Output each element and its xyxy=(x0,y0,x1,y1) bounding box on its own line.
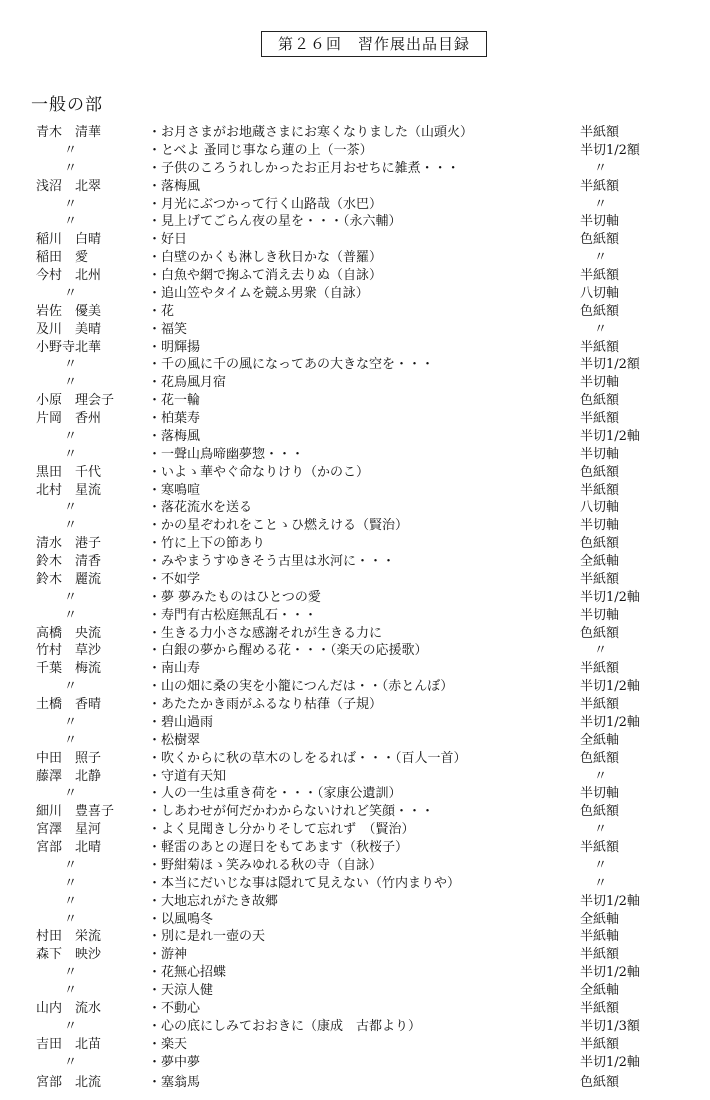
entry-work: ・福笑 xyxy=(148,321,188,337)
entry-row xyxy=(0,374,710,392)
entry-format: 半切1/2軸 xyxy=(580,893,640,909)
entry-author: 宮澤 星河 xyxy=(36,822,102,838)
entry-format: 半切1/2軸 xyxy=(580,679,640,695)
entry-work: ・本当にだいじな事は隠れて見えない（竹内まりや） xyxy=(148,875,461,891)
entry-work: ・花無心招蝶 xyxy=(148,965,227,981)
entry-work: ・いよゝ華やぐ命なりけり（かのこ） xyxy=(148,464,370,480)
entry-format: 半切1/2軸 xyxy=(580,589,640,605)
entry-author: 小野寺北華 xyxy=(36,339,102,355)
entry-format: 半切1/2額 xyxy=(580,142,640,158)
entry-work: ・白壁のかくも淋しき秋日かな（普羅） xyxy=(148,250,383,266)
entry-author: 鈴木 清香 xyxy=(36,554,102,569)
entry-work: ・落梅風 xyxy=(148,178,201,194)
entry-format: 半切1/2軸 xyxy=(580,714,640,730)
entry-format: 〃 xyxy=(594,768,608,784)
entry-row xyxy=(0,410,710,428)
entry-author: 宮部 北流 xyxy=(36,1075,102,1091)
entry-work: ・花 xyxy=(148,303,175,319)
entry-row xyxy=(0,249,710,267)
entry-row xyxy=(0,571,710,589)
entry-row xyxy=(0,160,710,178)
entry-row xyxy=(0,607,710,625)
entry-work: ・好日 xyxy=(148,232,188,248)
entry-format: 半切軸 xyxy=(580,607,620,623)
entry-format: 色紙額 xyxy=(580,804,620,820)
entry-author: 〃 xyxy=(64,786,78,802)
entry-work: ・子供のころうれしかったお正月おせちに雑煮・・・ xyxy=(148,160,460,176)
entry-format: 色紙額 xyxy=(580,536,620,552)
entry-format: 半紙額 xyxy=(580,411,620,426)
entry-format: 半切1/3額 xyxy=(580,1018,640,1034)
entry-work: ・大地忘れがたき故郷 xyxy=(148,893,279,909)
entry-format: 全紙軸 xyxy=(580,732,620,748)
entry-row xyxy=(0,213,710,231)
entry-author: 稲田 愛 xyxy=(36,250,89,266)
entry-format: 半紙額 xyxy=(580,697,620,712)
entry-work: ・山の畑に桑の実を小籠につんだは・・（赤とんぼ） xyxy=(148,679,454,695)
entry-work: ・夢 夢みたものはひとつの愛 xyxy=(148,589,321,605)
entry-row xyxy=(0,625,710,643)
entry-author: 〃 xyxy=(64,607,78,623)
entry-author: 高橋 央流 xyxy=(36,625,102,641)
entry-row xyxy=(0,321,710,339)
entry-author: 鈴木 麗流 xyxy=(36,571,102,587)
entry-author: 細川 豊喜子 xyxy=(36,804,115,820)
entry-work: ・お月さまがお地蔵さまにお寒くなりました（山頭火） xyxy=(148,125,474,140)
entry-row xyxy=(0,178,710,196)
entry-row xyxy=(0,821,710,839)
entry-format: 半紙額 xyxy=(580,268,620,283)
entry-format: 半切軸 xyxy=(580,214,620,230)
entry-work: ・生きる力小さな感謝それが生きる力に xyxy=(148,625,383,641)
entry-format: 色紙額 xyxy=(580,625,620,641)
entry-row xyxy=(0,535,710,553)
entry-row xyxy=(0,964,710,982)
entry-format: 半紙額 xyxy=(580,339,620,355)
entry-author: 吉田 北苗 xyxy=(36,1036,102,1052)
entry-row xyxy=(0,589,710,607)
entry-row xyxy=(0,750,710,768)
entry-format: 半紙額 xyxy=(580,947,620,963)
entry-format: 半紙額 xyxy=(580,482,620,498)
entry-row xyxy=(0,446,710,464)
entry-author: 〃 xyxy=(64,142,78,158)
entry-author: 〃 xyxy=(64,679,78,695)
entry-row xyxy=(0,285,710,303)
entry-author: 〃 xyxy=(64,1018,78,1034)
entry-row xyxy=(0,839,710,857)
entry-row xyxy=(0,428,710,446)
entry-author: 〃 xyxy=(64,1054,78,1070)
entry-row xyxy=(0,1054,710,1072)
entry-row xyxy=(0,464,710,482)
entry-format: 半紙額 xyxy=(580,125,620,140)
entry-format: 半紙軸 xyxy=(580,929,620,945)
entry-format: 〃 xyxy=(594,160,608,176)
entry-work: ・しあわせが何だかわからないけれど笑顔・・・ xyxy=(148,804,435,820)
entry-format: 〃 xyxy=(594,822,608,838)
entry-work: ・一聲山鳥啼幽夢惣・・・ xyxy=(148,446,305,462)
entry-author: 青木 清華 xyxy=(36,125,102,140)
entry-format: 半切軸 xyxy=(580,786,620,802)
entry-work: ・寿門有古松庭無乱石・・・ xyxy=(148,607,318,623)
entry-work: ・夢中夢 xyxy=(148,1054,201,1070)
entry-author: 〃 xyxy=(64,196,78,212)
entry-author: 〃 xyxy=(64,375,78,391)
entry-row xyxy=(0,1018,710,1036)
entry-work: ・軽雷のあとの遅日をもてあます（秋桜子） xyxy=(148,840,409,855)
entry-format: 半切1/2軸 xyxy=(580,1054,640,1070)
entry-work: ・守道有天知 xyxy=(148,768,227,784)
entry-work: ・落花流水を送る xyxy=(148,500,253,516)
entry-author: 土橋 香晴 xyxy=(36,697,102,712)
entry-format: 半切1/2軸 xyxy=(580,965,640,981)
entry-author: 小原 理会子 xyxy=(36,393,115,409)
entry-work: ・見上げてごらん夜の星を・・・（永六輔） xyxy=(148,214,402,230)
entry-format: 色紙額 xyxy=(580,750,620,766)
entry-author: 今村 北州 xyxy=(36,268,102,283)
entry-format: 色紙額 xyxy=(580,303,620,319)
entry-author: 片岡 香州 xyxy=(36,411,102,426)
entry-work: ・天涼人健 xyxy=(148,983,214,998)
entry-author: 北村 星流 xyxy=(36,482,102,498)
entry-row xyxy=(0,142,710,160)
entry-author: 〃 xyxy=(64,518,78,534)
entry-row xyxy=(0,732,710,750)
entry-author: 藤澤 北静 xyxy=(36,768,102,784)
entry-row xyxy=(0,696,710,714)
entry-work: ・以風鳴冬 xyxy=(148,911,214,927)
entry-format: 半紙額 xyxy=(580,571,620,587)
entry-work: ・吹くからに秋の草木のしをるれば・・・（百人一首） xyxy=(148,750,467,766)
entry-format: 半切1/2額 xyxy=(580,357,640,373)
entry-work: ・竹に上下の節あり xyxy=(148,536,266,552)
entry-row xyxy=(0,660,710,678)
entry-format: 半紙額 xyxy=(580,1000,620,1016)
entry-format: 半切軸 xyxy=(580,518,620,534)
entry-row xyxy=(0,1000,710,1018)
entry-row xyxy=(0,499,710,517)
entry-work: ・塞翁馬 xyxy=(148,1075,201,1091)
entry-row xyxy=(0,803,710,821)
entry-format: 半紙額 xyxy=(580,178,620,194)
entry-row xyxy=(0,196,710,214)
entry-row xyxy=(0,517,710,535)
entry-row xyxy=(0,893,710,911)
entry-work: ・花一輪 xyxy=(148,393,201,409)
entry-work: ・明輝揚 xyxy=(148,339,201,355)
entry-row xyxy=(0,339,710,357)
entry-work: ・野紺菊ほゝ笑みゆれる秋の寺（自詠） xyxy=(148,857,383,873)
entry-row xyxy=(0,303,710,321)
entry-author: 〃 xyxy=(64,428,78,444)
entry-format: 半紙額 xyxy=(580,840,620,855)
entry-author: 宮部 北晴 xyxy=(36,840,102,855)
entry-row xyxy=(0,857,710,875)
entry-format: 全紙軸 xyxy=(580,911,620,927)
entry-format: 半紙額 xyxy=(580,661,620,677)
entry-work: ・追山笠やタイムを競ふ男衆（自詠） xyxy=(148,285,369,301)
entry-author: 〃 xyxy=(64,160,78,176)
entry-author: 〃 xyxy=(64,714,78,730)
entry-work: ・みやまうすゆきそう古里は氷河に・・・ xyxy=(148,554,396,569)
entry-row xyxy=(0,1036,710,1054)
entry-row xyxy=(0,1074,710,1092)
entry-author: 及川 美晴 xyxy=(36,321,102,337)
entry-work: ・落梅風 xyxy=(148,428,201,444)
entry-row xyxy=(0,946,710,964)
entry-format: 〃 xyxy=(594,196,608,212)
entry-author: 竹村 草沙 xyxy=(36,643,102,659)
entry-work: ・よく見聞きし分かりそして忘れず （賢治） xyxy=(148,822,415,838)
entry-work: ・白魚や網で掬ふて消え去りぬ（自詠） xyxy=(148,268,383,283)
entry-work: ・花鳥風月宿 xyxy=(148,375,227,391)
entry-row xyxy=(0,553,710,571)
entry-row xyxy=(0,785,710,803)
entry-row xyxy=(0,356,710,374)
entry-author: 〃 xyxy=(64,875,78,891)
entry-work: ・人の一生は重き荷を・・・（家康公遺訓） xyxy=(148,786,402,802)
entry-author: 岩佐 優美 xyxy=(36,303,102,319)
entry-work: ・かの星ぞわれをことゝひ燃えける（賢治） xyxy=(148,518,409,534)
entry-author: 森下 映沙 xyxy=(36,947,102,963)
entry-format: 半紙額 xyxy=(580,1036,620,1052)
entry-work: ・寒鳴喧 xyxy=(148,482,201,498)
entry-format: 色紙額 xyxy=(580,393,620,409)
entry-work: ・千の風に千の風になってあの大きな空を・・・ xyxy=(148,357,435,373)
entry-work: ・別に是れ一壺の天 xyxy=(148,929,266,945)
entry-row xyxy=(0,768,710,786)
entry-format: 色紙額 xyxy=(580,1075,620,1091)
entry-format: 全紙軸 xyxy=(580,554,620,569)
entry-row xyxy=(0,642,710,660)
entry-format: 色紙額 xyxy=(580,232,620,248)
entry-work: ・游神 xyxy=(148,947,188,963)
entry-work: ・心の底にしみておおきに（康成 古都より） xyxy=(148,1018,422,1034)
entry-row xyxy=(0,482,710,500)
entry-author: 〃 xyxy=(64,446,78,462)
entry-format: 半切軸 xyxy=(580,375,620,391)
entry-row xyxy=(0,392,710,410)
entry-format: 八切軸 xyxy=(580,285,620,301)
entry-row xyxy=(0,124,710,142)
entry-author: 〃 xyxy=(64,589,78,605)
entry-author: 清水 港子 xyxy=(36,536,102,552)
entry-format: 〃 xyxy=(594,321,608,337)
entry-format: 〃 xyxy=(594,643,608,659)
entry-list xyxy=(0,124,710,1092)
entry-format: 八切軸 xyxy=(580,500,620,516)
entry-work: ・白銀の夢から醒める花・・・（楽天の応援歌） xyxy=(148,643,428,659)
entry-author: 〃 xyxy=(64,357,78,373)
entry-row xyxy=(0,678,710,696)
entry-author: 〃 xyxy=(64,500,78,516)
entry-format: 〃 xyxy=(594,250,608,266)
entry-row xyxy=(0,982,710,1000)
entry-author: 〃 xyxy=(64,983,78,998)
entry-row xyxy=(0,714,710,732)
entry-row xyxy=(0,231,710,249)
entry-author: 稲川 白晴 xyxy=(36,232,102,248)
entry-work: ・月光にぶつかって行く山路哉（水巴） xyxy=(148,196,383,212)
entry-author: 千葉 梅流 xyxy=(36,661,102,677)
entry-work: ・あたたかき雨がふるなり枯葎（子規） xyxy=(148,697,383,712)
entry-author: 黒田 千代 xyxy=(36,464,102,480)
entry-author: 〃 xyxy=(64,732,78,748)
entry-row xyxy=(0,911,710,929)
entry-author: 〃 xyxy=(64,857,78,873)
entry-work: ・とべよ 蚤同じ事なら蓮の上（一茶） xyxy=(148,142,373,158)
entry-row xyxy=(0,875,710,893)
entry-author: 中田 照子 xyxy=(36,750,102,766)
entry-format: 半切軸 xyxy=(580,446,620,462)
entry-author: 浅沼 北翠 xyxy=(36,178,102,194)
entry-row xyxy=(0,928,710,946)
entry-author: 山内 流水 xyxy=(36,1000,102,1016)
entry-work: ・南山寿 xyxy=(148,661,201,677)
entry-work: ・楽天 xyxy=(148,1036,188,1052)
section-heading: 一般の部 xyxy=(31,95,103,115)
entry-row xyxy=(0,267,710,285)
entry-work: ・不動心 xyxy=(148,1000,201,1016)
entry-format: 全紙軸 xyxy=(580,983,620,998)
entry-author: 〃 xyxy=(64,911,78,927)
entry-author: 〃 xyxy=(64,965,78,981)
entry-work: ・松樹翠 xyxy=(148,732,201,748)
entry-format: 〃 xyxy=(594,875,608,891)
entry-format: 色紙額 xyxy=(580,464,620,480)
entry-format: 半切1/2軸 xyxy=(580,428,640,444)
entry-author: 〃 xyxy=(64,285,78,301)
entry-author: 村田 栄流 xyxy=(36,929,102,945)
entry-work: ・柏葉寿 xyxy=(148,411,201,426)
entry-author: 〃 xyxy=(64,893,78,909)
entry-work: ・不如学 xyxy=(148,571,201,587)
catalog-title: 第２６回 習作展出品目録 xyxy=(261,31,487,57)
entry-work: ・碧山過雨 xyxy=(148,714,214,730)
entry-format: 〃 xyxy=(594,857,608,873)
entry-author: 〃 xyxy=(64,214,78,230)
